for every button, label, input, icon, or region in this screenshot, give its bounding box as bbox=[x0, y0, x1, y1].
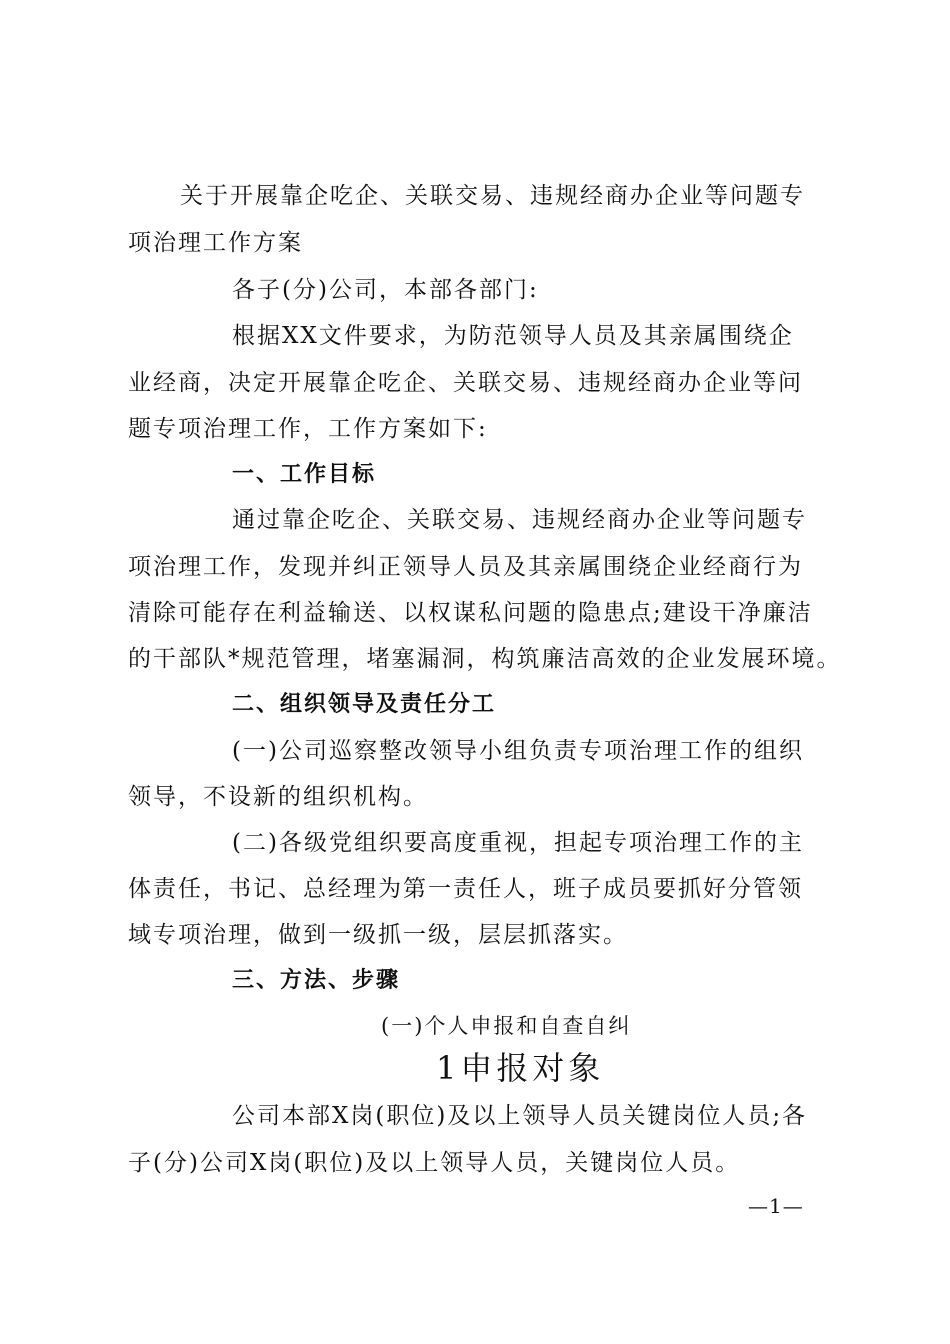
section-3-subheading: (一)个人申报和自查自纠 bbox=[381, 1014, 632, 1038]
section-1-line-4: 的干部队*规范管理，堵塞漏洞，构筑廉洁高效的企业发展环境。 bbox=[128, 646, 842, 672]
section-1-line-3: 清除可能存在利益输送、以权谋私问题的隐患点;建设干净廉洁 bbox=[128, 600, 813, 626]
section-1-line-2: 项治理工作，发现并纠正领导人员及其亲属围绕企业经商行为 bbox=[128, 554, 803, 580]
section-2-heading: 二、组织领导及责任分工 bbox=[232, 692, 497, 717]
section-1-heading: 一、工作目标 bbox=[232, 462, 377, 487]
section-2-item-1-line-2: 领导，不设新的组织机构。 bbox=[128, 784, 428, 810]
section-2-item-2-line-2: 体责任，书记、总经理为第一责任人，班子成员要抓好分管领 bbox=[128, 876, 803, 902]
section-3-subsubheading: 1申报对象 bbox=[436, 1049, 605, 1087]
intro-line-1: 根据XX文件要求，为防范领导人员及其亲属围绕企 bbox=[232, 323, 794, 349]
page-number: —1— bbox=[748, 1194, 804, 1218]
intro-line-3: 题专项治理工作，工作方案如下: bbox=[128, 416, 488, 442]
section-2-item-1-line-1: (一)公司巡察整改领导小组负责专项治理工作的组织 bbox=[232, 738, 804, 764]
section-1-line-1: 通过靠企吃企、关联交易、违规经商办企业等问题专 bbox=[232, 507, 807, 533]
title-line-1: 关于开展靠企吃企、关联交易、违规经商办企业等问题专 bbox=[180, 183, 805, 209]
title-line-2: 项治理工作方案 bbox=[128, 230, 303, 256]
intro-line-2: 业经商，决定开展靠企吃企、关联交易、违规经商办企业等问 bbox=[128, 370, 803, 396]
salutation: 各子(分)公司，本部各部门: bbox=[232, 277, 539, 303]
section-3-line-1: 公司本部X岗(职位)及以上领导人员关键岗位人员;各 bbox=[232, 1103, 808, 1129]
section-2-item-2-line-1: (二)各级党组织要高度重视，担起专项治理工作的主 bbox=[232, 830, 804, 856]
section-3-heading: 三、方法、步骤 bbox=[232, 968, 401, 993]
section-3-line-2: 子(分)公司X岗(职位)及以上领导人员，关键岗位人员。 bbox=[128, 1150, 741, 1176]
section-2-item-2-line-3: 域专项治理，做到一级抓一级，层层抓落实。 bbox=[128, 922, 628, 948]
